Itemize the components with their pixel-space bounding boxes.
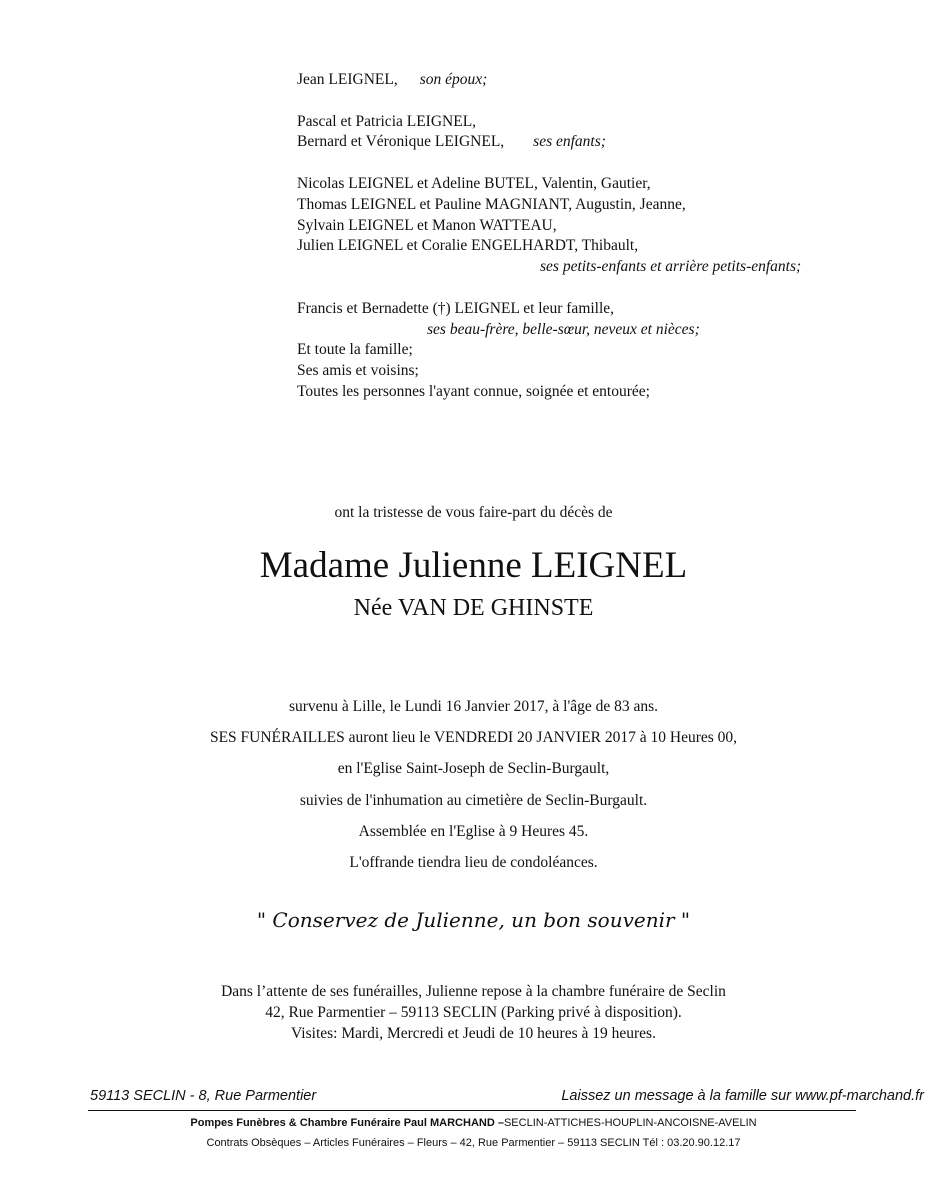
grandchildren-role: ses petits-enfants et arrière petits-enfants;: [540, 258, 802, 276]
inlaws-line: Francis et Bernadette (†) LEIGNEL et leur famille,: [297, 299, 615, 317]
details-line-1: survenu à Lille, le Lundi 16 Janvier 2017, à l'âge de 83 ans.: [288, 698, 659, 715]
details-line-5: Assemblée en l'Eglise à 9 Heures 45.: [358, 822, 589, 840]
husband-line: [297, 70, 897, 91]
children-names: Bernard et Véronique LEIGNEL,: [297, 133, 505, 151]
husband-role: son époux;: [419, 71, 488, 88]
inlaws-role: ses beau-frère, belle-sœur, neveux et nièces;: [427, 320, 700, 338]
footer-services: Contrats Obsèques – Articles Funéraires – Fleurs – 42, Rue Parmentier – 59113 SECLIN Tél : 03.20.90.12.17: [206, 1137, 741, 1149]
deceased-name: Madame Julienne LEIGNEL: [259, 545, 688, 586]
maiden-name: Née VAN DE GHINSTE: [353, 595, 594, 621]
husband-name: Jean LEIGNEL,: [297, 71, 398, 88]
footer-contact-line: [90, 1088, 924, 1111]
children-line-2: [297, 132, 897, 153]
grandchildren-line-3: Sylvain LEIGNEL et Manon WATTEAU,: [297, 216, 557, 234]
family-list: [297, 70, 897, 403]
footer-message-link[interactable]: Laissez un message à la famille sur www.pf-marchand.fr: [561, 1088, 924, 1104]
footer-company: [0, 1117, 947, 1129]
footer-address: 59113 SECLIN - 8, Rue Parmentier: [90, 1088, 317, 1104]
footer-company-towns: SECLIN-ATTICHES-HOUPLIN-ANCOISNE-AVELIN: [503, 1117, 757, 1129]
children-line-1: Pascal et Patricia LEIGNEL,: [297, 112, 477, 130]
grandchildren-line-2: Thomas LEIGNEL et Pauline MAGNIANT, Augustin, Jeanne,: [297, 195, 686, 213]
details-line-4: suivies de l'inhumation au cimetière de Seclin-Burgault.: [299, 791, 648, 809]
others-line-3: Toutes les personnes l'ayant connue, soignée et entourée;: [297, 382, 650, 400]
others-line-2: Ses amis et voisins;: [297, 362, 419, 380]
footer-divider: [88, 1110, 856, 1111]
others-line-1: Et toute la famille;: [297, 341, 413, 359]
footer-company-name: Pompes Funèbres & Chambre Funéraire Paul MARCHAND –: [190, 1117, 504, 1129]
details-line-6: L'offrande tiendra lieu de condoléances.: [349, 854, 598, 872]
grandchildren-line-4: Julien LEIGNEL et Coralie ENGELHARDT, Thibault,: [297, 237, 639, 255]
repose-info: [0, 981, 947, 1044]
memorial-quote: " Conservez de Julienne, un bon souvenir ": [256, 908, 691, 932]
details-line-2: SES FUNÉRAILLES auront lieu le VENDREDI 20 JANVIER 2017 à 10 Heures 00,: [209, 729, 738, 747]
announcement-intro: ont la tristesse de vous faire-part du décès de: [334, 504, 613, 521]
children-role: ses enfants;: [533, 133, 606, 151]
grandchildren-line-1: Nicolas LEIGNEL et Adeline BUTEL, Valentin, Gautier,: [297, 174, 651, 192]
repose-line-2: 42, Rue Parmentier – 59113 SECLIN (Parking privé à disposition).: [265, 1004, 682, 1021]
repose-line-3: Visites: Mardi, Mercredi et Jeudi de 10 heures à 19 heures.: [291, 1025, 656, 1042]
funeral-details: [0, 691, 947, 878]
repose-line-1: Dans l’attente de ses funérailles, Julienne repose à la chambre funéraire de Seclin: [221, 983, 726, 1000]
details-line-3: en l'Eglise Saint-Joseph de Seclin-Burgault,: [337, 760, 610, 778]
